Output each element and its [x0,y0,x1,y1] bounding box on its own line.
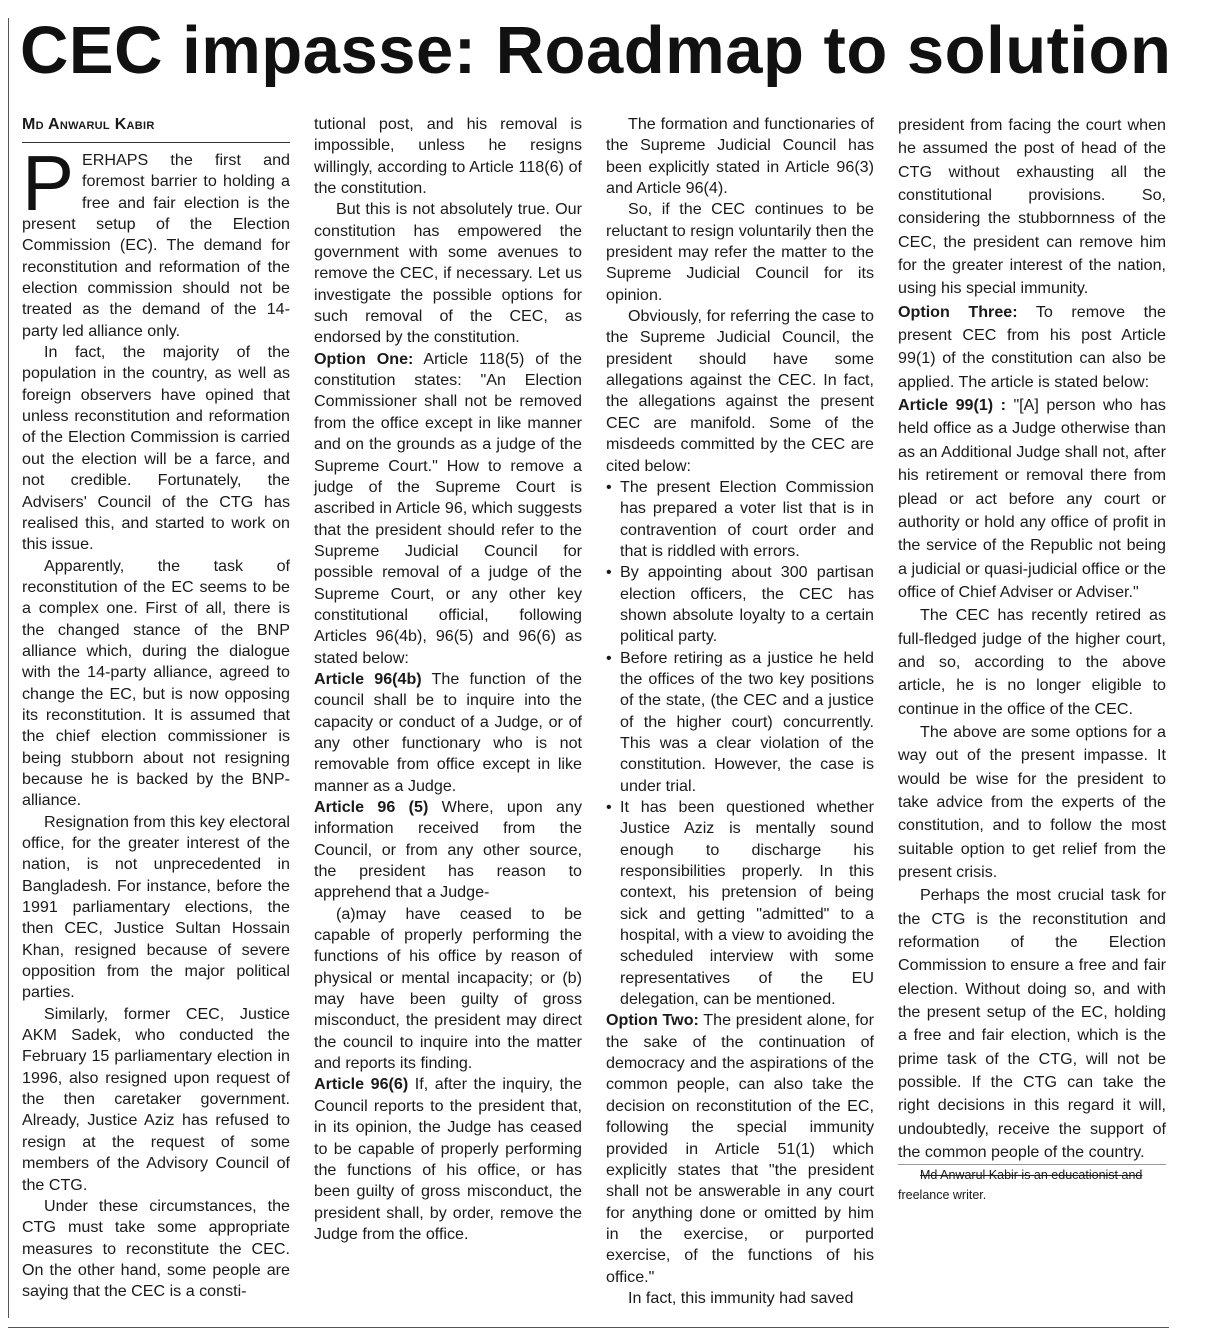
option-two-label: Option Two: [606,1011,699,1030]
option-three-paragraph: Option Three: To remove the present CEC from his post Article 99(1) of the constitution can also be applied. The article is stated below: [898,302,1166,391]
article-96-6-label: Article 96(6) [314,1075,409,1094]
list-item: • The present Election Commission has prepared a voter list that is in contravention of court order and that is riddled with errors. [606,477,874,562]
article-96-4b-paragraph: Article 96(4b) The function of the council shall be to inquire into the capacity or conduct of a Judge, or of any other functionary who is not removable from office except in like manner as a Judge. [314,669,582,795]
list-item: • It has been questioned whether Justice Aziz is mentally sound enough to discharge his responsibilities properly. In this context, his pretension of being sick and getting "admitted" to a hospital, with a view to avoiding the scheduled interview with some representatives of the EU delegation, can be mentioned. [606,797,874,1010]
paragraph: In fact, the majority of the population in the country, as well as foreign observers have opined that unless reconstitution and reformation of the Election Commission is carried out the election will be a farce, and not credible. Fortunately, the Advisers' Council of the CTG has realised this, and started to work on this issue. [22,343,290,554]
paragraph: Obviously, for referring the case to the Supreme Judicial Council, the president should have some allegations against the CEC. In fact, the allegations against the present CEC are manifold. Some of the misdeeds committed by the CEC are cited below: [606,307,874,475]
article-96-5-label: Article 96 (5) [314,798,429,816]
article-96-6-paragraph: Article 96(6) If, after the inquiry, the Council reports to the president that, in its opinion, the Judge has ceased to be capable of properly performing the functions of his office, or has been guilty of gross misconduct, the president shall, by order, remove the Judge from the office. [314,1075,583,1243]
list-item: • Before retiring as a justice he held the offices of the two key positions of the state, (the CEC and a justice of the higher court) concurrently. This was a clear violation of the constitution. However, the case is under trial. [606,648,874,797]
list-item: • By appointing about 300 partisan election officers, the CEC has shown absolute loyalty to a certain political party. [606,562,874,647]
allegations-list [606,477,874,1011]
column-2 [314,114,582,1245]
paragraph: The CEC has recently retired as full-fledged judge of the higher court, and so, according to the above article, he is no longer eligible to continue in the office of the CEC. [898,606,1166,718]
article-99-1-paragraph: Article 99(1) : "[A] person who has held office as a Judge otherwise than as an Additional Judge shall not, after his retirement or removal there from plead or act before any court or authority or hold any office of profit in the service of the Republic not being a judicial or quasi-judicial office or the office of Chief Adviser or Adviser." [898,396,1166,601]
paragraph: Similarly, former CEC, Justice AKM Sadek, who conducted the February 15 parliamentary election in 1996, also resigned upon request of the then caretaker government. Already, Justice Aziz has refused to resign at the request of some members of the Advisory Council of the CTG. [22,1004,290,1194]
paragraph: president from facing the court when he assumed the post of head of the CTG without exhausting all the constitutional provisions. So, considering the stubbornness of the CEC, the president can remove him for the greater interest of the nation, using his special immunity. [898,116,1166,298]
paragraph: Under these circumstances, the CTG must take some appropriate measures to reconstitute the CEC. On the other hand, some people are saying that the CEC is a consti- [22,1196,290,1301]
paragraph: But this is not absolutely true. Our constitution has empowered the government with some avenues to remove the CEC, if necessary. Let us investigate the possible options for such removal of the CEC, as endorsed by the constitution. [314,200,582,347]
paragraph: Perhaps the most crucial task for the CTG is the reconstitution and reformation of the Election Commission to ensure a free and fair election. Without doing so, and with the present setup of the EC, holding a free and fair election, which is the prime task of the CTG, will not be possible. If the CTG can take the right decisions in this regard it will, undoubtedly, receive the support of the common people of the country. [898,886,1166,1162]
column-1 [22,114,290,1303]
option-three-label: Option Three: [898,302,1018,321]
lead-paragraph: PERHAPS the first and foremost barrier to holding a free and fair election is the present setup of the Election Commission (EC). The demand for reconstitution and reformation of the election commission should not be treated as the demand of the 14-party led alliance only. [22,139,290,340]
option-two-paragraph: Option Two: The president alone, for the sake of the continuation of democracy and the aspirations of the common people, can also take the decision on reconstitution of the EC, following the special immunity provided in Article 51(1) which explicitly states that "the president shall not be answerable in any court for anything done or omitted by him in the exercise, or purported exercise, of the functions of his office." [606,1011,874,1286]
article-96-4b-label: Article 96(4b) [314,669,422,688]
option-one-label: Option One: [314,349,414,368]
paragraph: Apparently, the task of reconstitution of the EC seems to be a complex one. First of all, there is the changed stance of the BNP alliance which, during the dialogue with the 14-party alliance, agreed to change the EC, but is now opposing its reconstitution. It is assumed that the chief election commissioner is being stubborn about not resigning because he is backed by the BNP-alliance. [22,556,290,810]
paragraph: tutional post, and his removal is impossible, unless he resigns willingly, according to Article 118(6) of the constitution. [314,115,582,198]
byline: Md Anwarul Kabir [22,114,290,143]
article-96-5-paragraph: Article 96 (5) Where, upon any information received from the Council, or from any other source, the president has reason to apprehend that a Judge- [314,798,582,902]
paragraph: Resignation from this key electoral office, for the greater interest of the nation, is not unprecedented in Bangladesh. For instance, before the 1991 parliamentary elections, the then CEC, Justice Sultan Hossain Khan, resigned because of severe opposition from the major political parties. [22,812,290,1002]
paragraph: In fact, this immunity had saved [628,1288,854,1307]
paragraph: The formation and functionaries of the Supreme Judicial Council has been explicitly stated in Article 96(3) and Article 96(4). [606,115,874,198]
drop-cap: P [22,139,75,227]
option-one-paragraph: Option One: Article 118(5) of the constitution states: "An Election Commissioner shall not be removed from the office except in like manner and on the grounds as a judge of the Supreme Court." How to remove a judge of the Supreme Court is ascribed in Article 96, which suggests that the president should refer to the Supreme Judicial Council for possible removal of a judge of the Supreme Court, or any other key constitutional official, following Articles 96(4b), 96(5) and 96(6) as stated below: [314,349,582,667]
paragraph: The above are some options for a way out of the present impasse. It would be wise for the president to take advice from the experts of the constitution, and to follow the most suitable option to get relief from the present crisis. [898,722,1166,881]
article-99-1-label: Article 99(1) : [898,396,1006,415]
column-3 [606,114,874,1309]
column-4 [898,114,1166,1205]
bottom-border-rule [8,1327,1169,1328]
headline: CEC impasse: Roadmap to solution [20,13,1172,88]
author-note: Md Anwarul Kabir is an educationist and freelance writer. [898,1164,1166,1205]
paragraph: So, if the CEC continues to be reluctant to resign voluntarily then the president may refer the matter to the Supreme Judicial Council for its opinion. [606,200,874,304]
paragraph: (a)may have ceased to be capable of properly performing the functions of his office by reason of physical or mental incapacity; or (b) may have been guilty of gross misconduct, the president may direct the council to inquire into the matter and reports its finding. [314,904,582,1073]
left-border-rule [8,18,9,1318]
